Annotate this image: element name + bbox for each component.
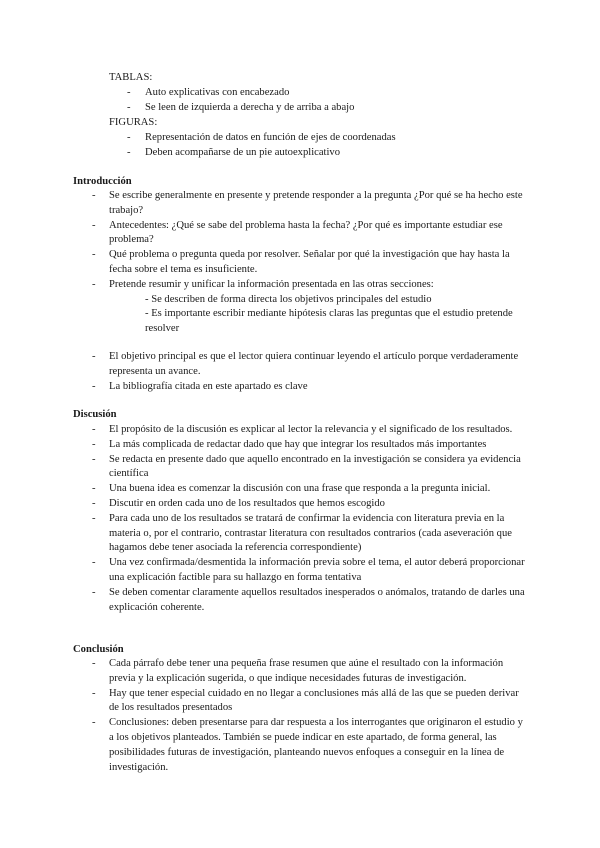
- tablas-list: [0, 86, 600, 116]
- list-item: - Deben acompañarse de un pie autoexplicativo: [127, 146, 341, 158]
- figuras-label: FIGURAS:: [109, 117, 158, 128]
- list-item: - Auto explicativas con encabezado: [127, 87, 290, 98]
- introduccion-list-wrap: [0, 189, 600, 337]
- list-item: - Cada párrafo debe tener una pequeña frase resumen que aúne el resultado con la información previa y la explicación sugerida, o que indique necesidades futuras de investigación.: [92, 658, 504, 684]
- list-item: - La bibliografía citada en este apartado es clave: [92, 380, 308, 392]
- list-item: - El objetivo principal es que el lector quiera continuar leyendo el artículo porque verdaderamente representa un avance.: [92, 351, 519, 377]
- list-item: - Pretende resumir y unificar la información presentada en las otras secciones:: [92, 278, 434, 290]
- list-item: - Se escribe generalmente en presente y pretende responder a la pregunta ¿Por qué se ha hecho este trabajo?: [92, 190, 523, 216]
- list-item: - Discutir en orden cada uno de los resultados que hemos escogido: [92, 497, 385, 509]
- list-item: - Una vez confirmada/desmentida la información previa sobre el tema, el autor deberá proporcionar una explicación factible para su hallazgo en forma tentativa: [92, 557, 525, 583]
- list-item: - Antecedentes: ¿Qué se sabe del problema hasta la fecha? ¿Por qué es importante estudiar ese problema?: [92, 219, 503, 246]
- list-item: - Representación de datos en función de ejes de coordenadas: [127, 132, 396, 143]
- list-item: - Es importante escribir mediante hipótesis claras las preguntas que el estudio pretende resolver: [145, 308, 513, 335]
- list-item: - Una buena idea es comenzar la discusión con una frase que responda a la pregunta inicial.: [92, 483, 491, 495]
- list-item: - Se describen de forma directa los objetivos principales del estudio: [145, 293, 432, 305]
- list-item: - El propósito de la discusión es explicar al lector la relevancia y el significado de los resultados.: [92, 424, 513, 435]
- list-item: - Para cada uno de los resultados se tratará de confirmar la evidencia con literatura previa en la materia o, por el contrario, contrastar literatura con resultados contrarios (cada aseveración que hagamos debe tener asociada la referencia correspondiente): [92, 512, 512, 554]
- tablas-list-wrap: [0, 86, 600, 116]
- list-item: - Qué problema o pregunta queda por resolver. Señalar por qué la investigación que hay hasta la fecha sobre el tema es insuficiente.: [92, 249, 510, 275]
- introduccion-nested-list: [0, 293, 600, 337]
- introduccion-heading: Introducción: [73, 176, 132, 187]
- figuras-list: [0, 131, 600, 161]
- list-item: - Se deben comentar claramente aquellos resultados inesperados o anómalos, tratando de darles una explicación coherente.: [92, 586, 525, 613]
- tablas-label: TABLAS:: [109, 72, 153, 83]
- conclusion-heading: Conclusión: [73, 644, 124, 655]
- list-item: - Se redacta en presente dado que aquello encontrado en la investigación se considera ya evidencia científica: [92, 453, 521, 480]
- conclusion-list: [0, 657, 600, 775]
- list-item: - La más complicada de redactar dado que hay que integrar los resultados más importantes: [92, 438, 487, 450]
- discusion-list: [0, 423, 600, 615]
- list-item: - Conclusiones: deben presentarse para dar respuesta a los interrogantes que originaron el estudio y a los objetivos planteados. También se puede indicar en este apartado, de forma general, las posibilidades futuras de investigación, planteando nuevos enfoques a conseguir en la línea de investigación.: [92, 717, 523, 773]
- figuras-list-wrap: [0, 131, 600, 161]
- conclusion-list-wrap: [0, 657, 600, 775]
- introduccion-list2-wrap: [0, 350, 600, 394]
- introduccion-list: [0, 189, 600, 293]
- list-item: - Se leen de izquierda a derecha y de arriba a abajo: [127, 101, 355, 113]
- discusion-heading: Discusión: [73, 409, 117, 420]
- list-item: - Hay que tener especial cuidado en no llegar a conclusiones más allá de las que se pueden derivar de los resultados presentados: [92, 687, 519, 714]
- introduccion-list-2: [0, 350, 600, 394]
- discusion-list-wrap: [0, 423, 600, 615]
